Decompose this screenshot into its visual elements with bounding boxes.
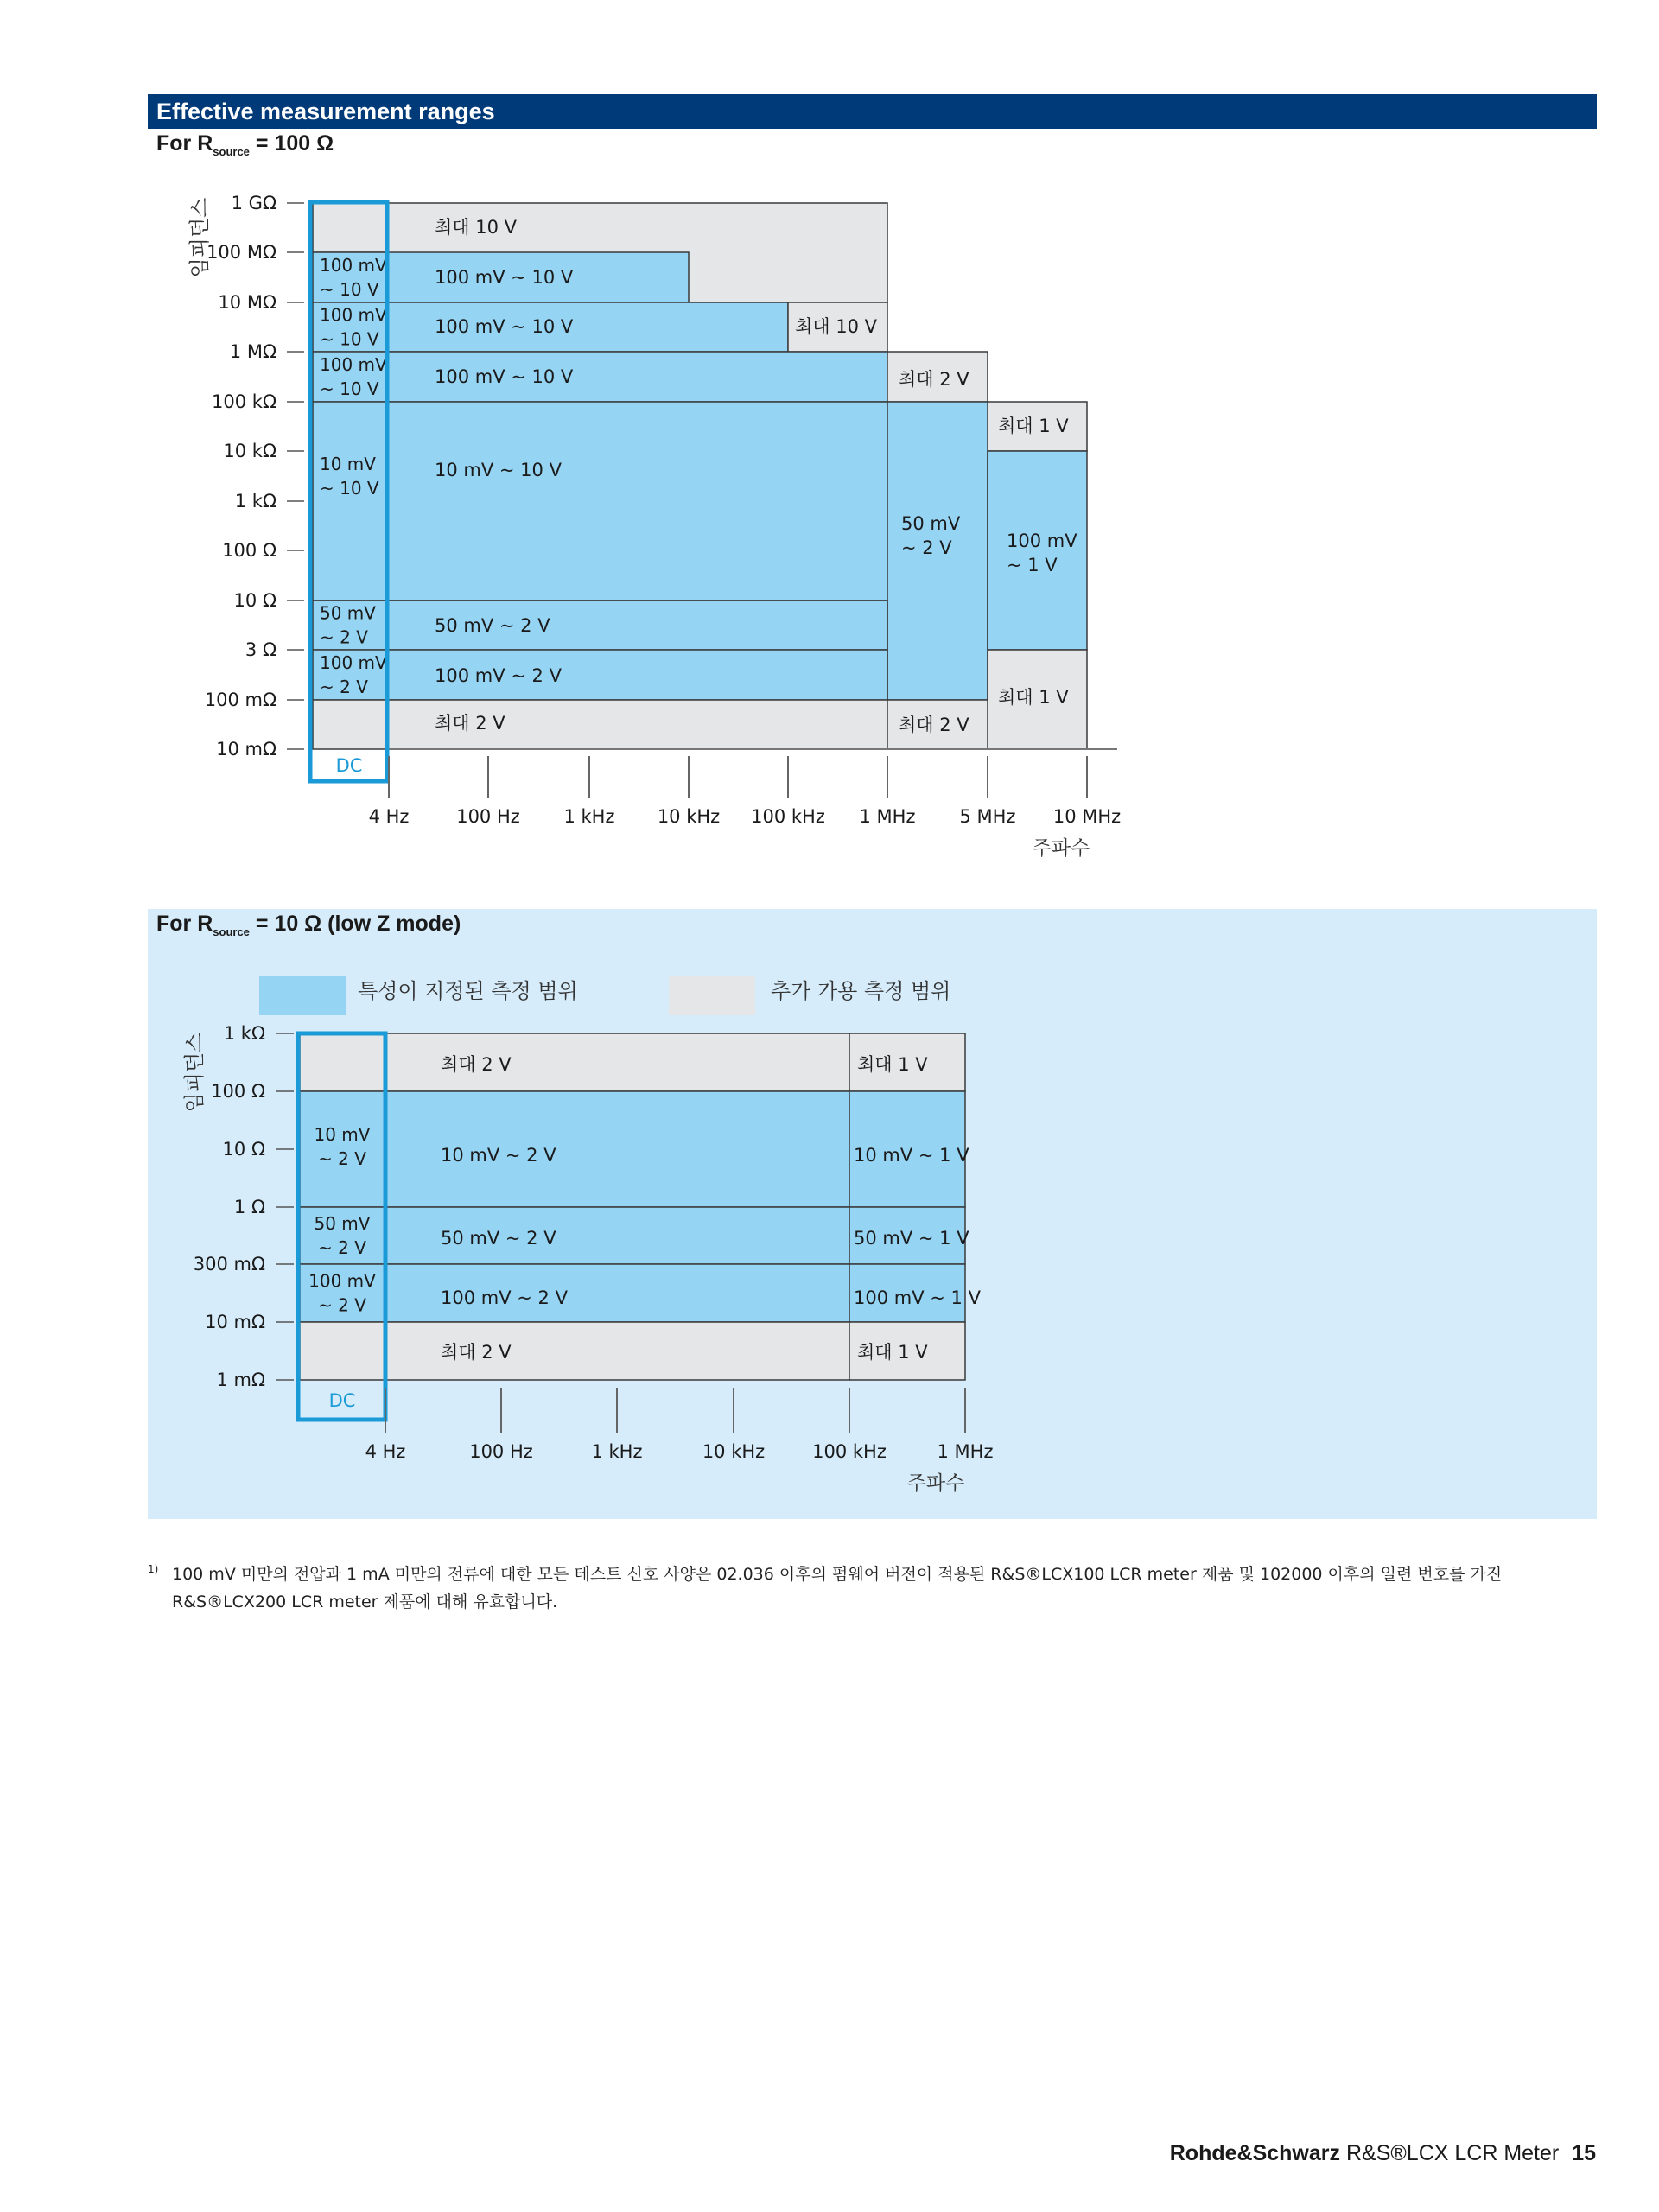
chart2-x-tick-label: 1 MHz	[937, 1441, 994, 1462]
chart1-dc-label: DC	[335, 755, 363, 776]
chart1-y-tick-label: 10 Ω	[233, 590, 276, 611]
chart1-dc-cell-label: 10 mV ~ 10 V	[320, 454, 379, 499]
footnote	[148, 1560, 1530, 1616]
chart2-x-tick-label: 100 Hz	[469, 1441, 533, 1462]
chart1-dc-cell-label: 50 mV ~ 2 V	[320, 602, 376, 648]
chart2-region-label: 50 mV ~ 2 V	[441, 1228, 556, 1249]
chart2-region-label: 최대 2 V	[441, 1054, 512, 1075]
chart1-y-tick-label: 10 kΩ	[223, 441, 276, 461]
chart1-x-tick-label: 10 kHz	[657, 806, 721, 827]
chart1-region-label: 최대 2 V	[899, 715, 969, 735]
chart2-region-label: 10 mV ~ 1 V	[854, 1145, 969, 1166]
chart2-region-label: 최대 2 V	[441, 1342, 512, 1363]
chart1-region-label: 100 mV ~ 2 V	[435, 665, 562, 686]
chart2-y-tick-label: 10 mΩ	[205, 1312, 265, 1332]
footer-brand: Rohde&Schwarz	[1169, 2141, 1341, 2165]
chart2-region-label: 100 mV ~ 1 V	[854, 1287, 981, 1308]
chart1-region-label: 최대 1 V	[998, 416, 1069, 436]
chart1-y-tick-label: 100 mΩ	[204, 690, 276, 710]
section-title: Effective measurement ranges	[156, 99, 495, 124]
chart2-legend-swatch-additional	[669, 976, 755, 1015]
chart1-dc-cell-label: 100 mV ~ 10 V	[320, 304, 387, 350]
footnote-text: 100 mV 미만의 전압과 1 mA 미만의 전류에 대한 모든 테스트 신호 사양은 02.036 이후의 펌웨어 버전이 적용된 R&S®LCX100 LCR meter 제품 및 102000 이후의 일련 번호를 가진 R&S®LCX200 LCR meter 제품에 대해 유효합니다.	[172, 1565, 1503, 1611]
chart2-region-label: 최대 1 V	[857, 1342, 928, 1363]
chart1-heading: For $R_{source} = 100$ Ω	[156, 131, 334, 158]
chart1-region-label: 최대 2 V	[899, 369, 969, 390]
chart2-x-axis-label: 주파수	[906, 1472, 965, 1495]
chart1-dc-cell-label: 100 mV ~ 10 V	[320, 255, 387, 300]
chart1-region-label: 50 mV ~ 2 V	[901, 513, 961, 558]
chart1-x-tick-label: 5 MHz	[959, 806, 1016, 827]
chart2-y-tick-label: 100 Ω	[211, 1081, 265, 1102]
chart2-legend-label-specified: 특성이 지정된 측정 범위	[358, 979, 578, 1003]
chart1-x-tick-label: 4 Hz	[368, 806, 410, 827]
chart2-x-tick-label: 4 Hz	[365, 1441, 406, 1462]
chart2-region-label: 50 mV ~ 1 V	[854, 1228, 969, 1249]
chart2-legend-label-additional: 추가 가용 측정 범위	[771, 979, 951, 1003]
chart1-region-label: 50 mV ~ 2 V	[435, 615, 550, 636]
chart1-region-label: 최대 10 V	[795, 316, 878, 337]
chart1-y-tick-label: 1 kΩ	[234, 491, 276, 512]
chart1-y-tick-label: 1 MΩ	[229, 341, 276, 362]
chart2-x-tick-label: 1 kHz	[591, 1441, 643, 1462]
chart1-region-label: 최대 1 V	[998, 687, 1069, 708]
chart1-dc-cell-label: 100 mV ~ 10 V	[320, 354, 387, 399]
chart2-x-tick-label: 100 kHz	[812, 1441, 887, 1462]
page-footer	[1170, 2141, 1596, 2166]
chart1-region-label: 최대 2 V	[435, 713, 505, 734]
chart2-legend-swatch-specified	[259, 976, 346, 1015]
chart1-y-tick-label: 100 Ω	[222, 540, 276, 561]
chart1-x-tick-label: 100 kHz	[751, 806, 825, 827]
chart2-dc-cell-label: 10 mV ~ 2 V	[314, 1124, 371, 1169]
chart1-region-label: 100 mV ~ 10 V	[435, 267, 574, 288]
chart1-y-tick-label: 100 MΩ	[207, 242, 276, 263]
chart2-region-label: 10 mV ~ 2 V	[441, 1145, 556, 1166]
chart2-y-tick-label: 10 Ω	[222, 1139, 265, 1160]
chart1-x-tick-label: 1 MHz	[859, 806, 916, 827]
footer-product: R&S®LCX LCR Meter	[1345, 2141, 1560, 2165]
chart2-dc-cell-label: 50 mV ~ 2 V	[314, 1213, 371, 1258]
footnote-marker: 1)	[148, 1563, 159, 1575]
chart2-y-tick-label: 300 mΩ	[193, 1254, 265, 1274]
chart2-y-tick-label: 1 Ω	[233, 1197, 265, 1217]
chart2-region-label: 100 mV ~ 2 V	[441, 1287, 568, 1308]
chart2-y-tick-label: 1 kΩ	[223, 1023, 265, 1044]
page-number: 15	[1572, 2141, 1596, 2165]
chart2-dc-cell	[300, 1033, 385, 1091]
chart1-region-label: 100 mV ~ 1 V	[1007, 531, 1077, 575]
chart2-y-tick-label: 1 mΩ	[216, 1370, 265, 1390]
chart1-region-label: 100 mV ~ 10 V	[435, 316, 574, 337]
chart1-y-tick-label: 1 GΩ	[231, 193, 276, 213]
chart1-y-tick-label: 3 Ω	[245, 639, 276, 660]
chart1-x-axis-label: 주파수	[1032, 837, 1090, 860]
chart1-y-axis-label: 임피던스	[188, 197, 212, 278]
chart1-x-tick-label: 10 MHz	[1052, 806, 1122, 827]
chart2-region-label: 최대 1 V	[857, 1054, 928, 1075]
chart2-y-axis-label: 임피던스	[182, 1032, 207, 1113]
chart2-dc-label: DC	[328, 1390, 356, 1411]
chart1-x-tick-label: 1 kHz	[563, 806, 615, 827]
chart2-dc-cell-label: 100 mV ~ 2 V	[308, 1270, 376, 1316]
chart1-x-tick-label: 100 Hz	[456, 806, 520, 827]
chart1-y-tick-label: 10 MΩ	[218, 292, 276, 313]
chart1-dc-cell-label: 100 mV ~ 2 V	[320, 652, 387, 697]
chart1-region-label: 최대 10 V	[435, 217, 518, 238]
chart2-x-tick-label: 10 kHz	[702, 1441, 766, 1462]
chart1-region-label: 100 mV ~ 10 V	[435, 366, 574, 387]
chart1-y-tick-label: 10 mΩ	[216, 739, 276, 760]
chart2-dc-cell	[300, 1322, 385, 1380]
chart1-y-tick-label: 100 kΩ	[212, 391, 276, 412]
chart1-region-label: 10 mV ~ 10 V	[435, 460, 562, 480]
chart2-heading: For $R_{source} = 10$ Ω (low Z mode)	[156, 912, 461, 938]
